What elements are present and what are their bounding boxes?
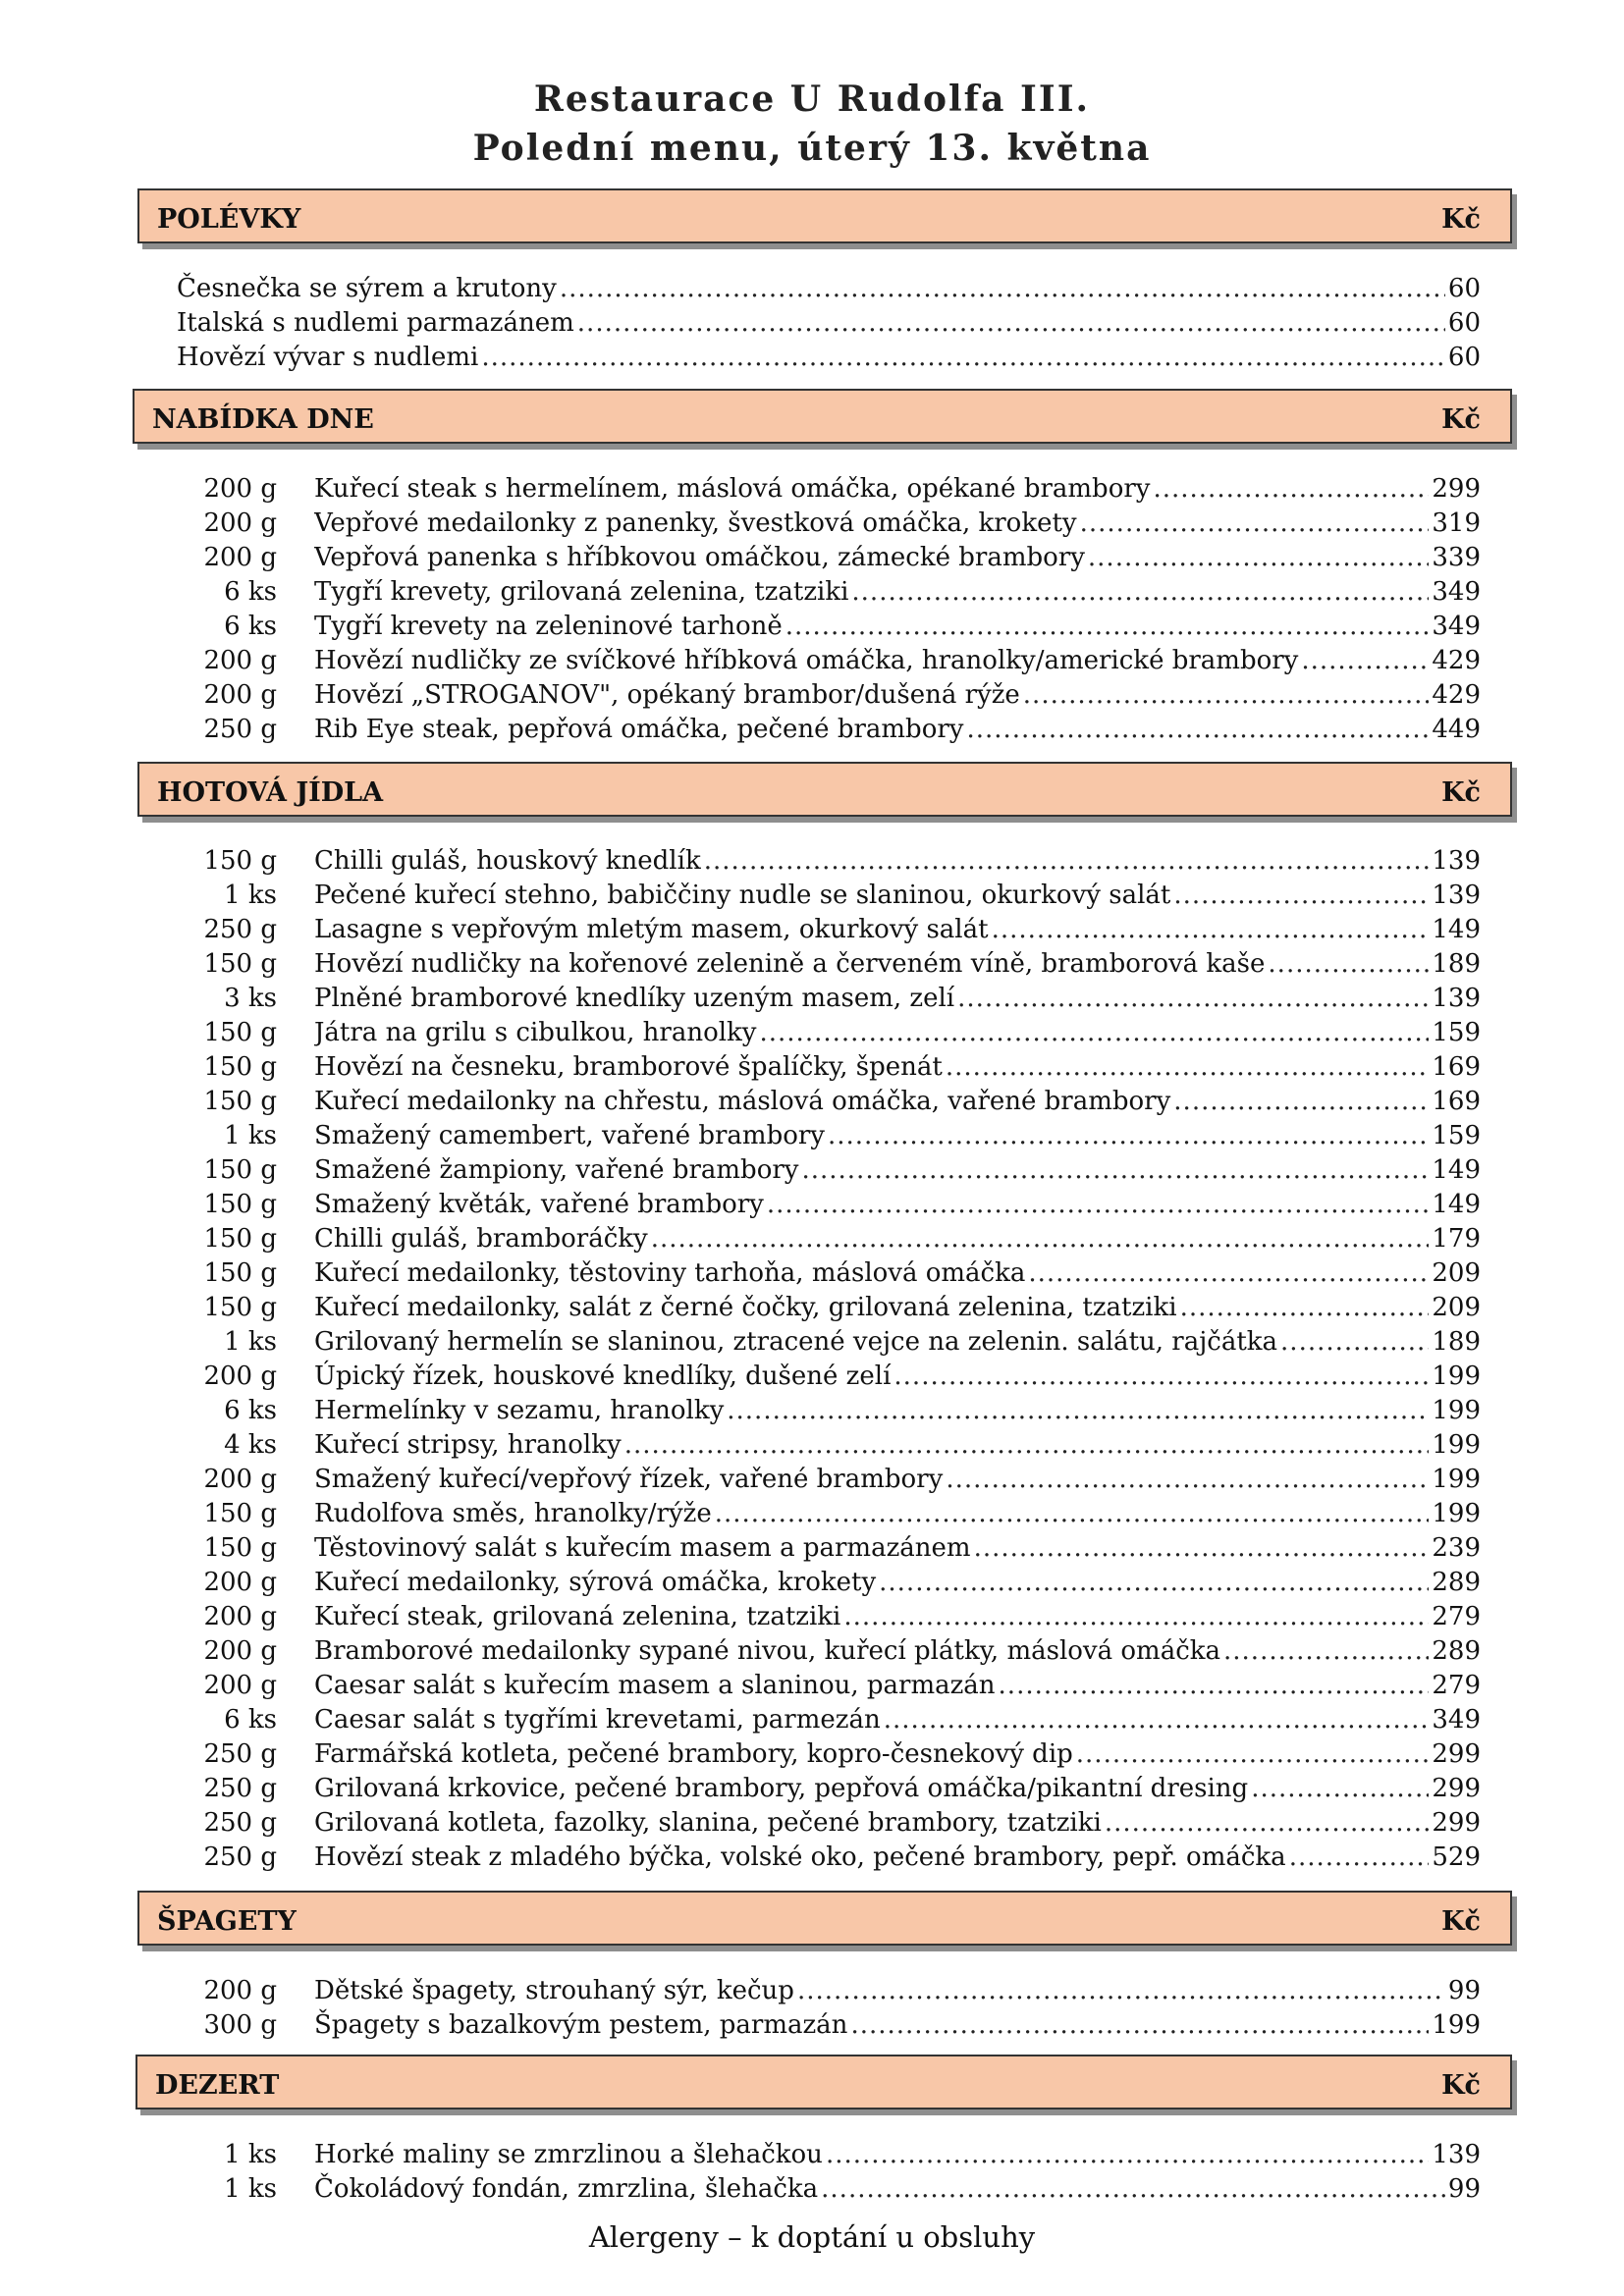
- item-name: Špagety s bazalkovým pestem, parmazán: [314, 2010, 848, 2040]
- dot-leader: [767, 1188, 1430, 1222]
- item-name: Hermelínky v sezamu, hranolky: [314, 1396, 725, 1425]
- item-price: 429: [1432, 680, 1481, 710]
- item-name: Rudolfova směs, hranolky/rýže: [314, 1499, 712, 1528]
- currency-label: Kč: [1441, 777, 1481, 808]
- menu-item: [177, 472, 1481, 507]
- item-price: 99: [1447, 1976, 1481, 2005]
- item-name: Pečené kuřecí stehno, babiččiny nudle se slaninou, okurkový salát: [314, 881, 1171, 910]
- item-price: 239: [1432, 1533, 1481, 1563]
- item-portion: 200 g: [203, 1362, 277, 1391]
- dot-leader: [1088, 541, 1429, 575]
- item-name: Játra na grilu s cibulkou, hranolky: [314, 1018, 757, 1047]
- menu-item: [177, 2172, 1481, 2207]
- item-portion: 6 ks: [224, 1396, 277, 1425]
- currency-label: Kč: [1441, 204, 1481, 235]
- item-price: 299: [1432, 1739, 1481, 1769]
- menu-item: [177, 1806, 1481, 1841]
- menu-item: [177, 2008, 1481, 2043]
- item-name: Hovězí vývar s nudlemi: [177, 343, 479, 372]
- item-price: 529: [1432, 1842, 1481, 1872]
- dot-leader: [1251, 1772, 1429, 1806]
- menu-item: [177, 1463, 1481, 1497]
- item-name: Caesar salát s kuřecím masem a slaninou, parmazán: [314, 1671, 996, 1700]
- dot-leader: [893, 1360, 1429, 1394]
- menu-item: [177, 1256, 1481, 1291]
- dot-leader: [1268, 947, 1429, 982]
- dot-leader: [1301, 644, 1429, 678]
- menu-item: [177, 844, 1481, 879]
- menu-item: [177, 1153, 1481, 1188]
- dot-leader: [801, 1153, 1429, 1188]
- item-name: Smažený camembert, vařené brambory: [314, 1121, 825, 1150]
- item-name: Hovězí na česneku, bramborové špalíčky, špenát: [314, 1052, 943, 1082]
- item-name: Česnečka se sýrem a krutony: [177, 274, 557, 303]
- item-price: 139: [1432, 881, 1481, 910]
- item-name: Hovězí steak z mladého býčka, volské oko, pečené brambory, pepř. omáčka: [314, 1842, 1286, 1872]
- dot-leader: [651, 1222, 1430, 1256]
- menu-item: [177, 1291, 1481, 1325]
- item-price: 60: [1447, 274, 1481, 303]
- menu-item: [177, 879, 1481, 913]
- menu-item: [177, 341, 1481, 375]
- dot-leader: [624, 1428, 1430, 1463]
- item-name: Smažený květák, vařené brambory: [314, 1190, 764, 1219]
- item-portion: 200 g: [203, 1568, 277, 1597]
- item-price: 139: [1432, 984, 1481, 1013]
- item-portion: 6 ks: [224, 612, 277, 641]
- item-price: 139: [1432, 846, 1481, 876]
- item-price: 449: [1432, 715, 1481, 744]
- currency-label: Kč: [1441, 2070, 1481, 2101]
- menu-item: [177, 1119, 1481, 1153]
- item-portion: 200 g: [203, 1465, 277, 1494]
- menu-item: [177, 982, 1481, 1016]
- section-title: ŠPAGETY: [157, 1906, 297, 1937]
- menu-item: [177, 947, 1481, 982]
- menu-item: [177, 1188, 1481, 1222]
- item-portion: 200 g: [203, 1976, 277, 2005]
- item-name: Kuřecí stripsy, hranolky: [314, 1430, 622, 1460]
- dot-leader: [946, 1463, 1429, 1497]
- item-name: Kuřecí medailonky, těstoviny tarhoňa, máslová omáčka: [314, 1258, 1026, 1288]
- menu-item: [177, 1737, 1481, 1772]
- menu-item: [177, 1050, 1481, 1085]
- dot-leader: [999, 1669, 1430, 1703]
- item-name: Horké maliny se zmrzlinou a šlehačkou: [314, 2140, 823, 2169]
- item-price: 199: [1432, 1465, 1481, 1494]
- menu-item: [177, 1669, 1481, 1703]
- item-price: 199: [1432, 1430, 1481, 1460]
- item-name: Rib Eye steak, pepřová omáčka, pečené brambory: [314, 715, 964, 744]
- dot-leader: [1173, 879, 1429, 913]
- menu-item: [177, 713, 1481, 747]
- item-price: 139: [1432, 2140, 1481, 2169]
- item-name: Lasagne s vepřovým mletým masem, okurkový salát: [314, 915, 989, 944]
- menu-item: [177, 2138, 1481, 2172]
- item-portion: 250 g: [203, 915, 277, 944]
- item-price: 289: [1432, 1568, 1481, 1597]
- item-price: 209: [1432, 1293, 1481, 1322]
- dot-leader: [992, 913, 1430, 947]
- dot-leader: [974, 1531, 1430, 1566]
- section-header-dezert: [135, 2055, 1512, 2109]
- menu-item: [177, 1394, 1481, 1428]
- item-name: Chilli guláš, bramboráčky: [314, 1224, 648, 1254]
- dot-leader: [704, 844, 1430, 879]
- currency-label: Kč: [1441, 1906, 1481, 1937]
- dot-leader: [828, 1119, 1429, 1153]
- menu-item: [177, 1600, 1481, 1634]
- item-portion: 250 g: [203, 1774, 277, 1803]
- item-name: Tygří krevety na zeleninové tarhoně: [314, 612, 783, 641]
- dot-leader: [1105, 1806, 1430, 1841]
- item-price: 429: [1432, 646, 1481, 675]
- menu-item: [177, 678, 1481, 713]
- menu-item: [177, 575, 1481, 610]
- item-portion: 150 g: [203, 1499, 277, 1528]
- section-header-polevky: [137, 188, 1512, 243]
- section-title: POLÉVKY: [157, 204, 301, 235]
- dot-leader: [577, 306, 1445, 341]
- item-price: 149: [1432, 1155, 1481, 1185]
- dot-leader: [1028, 1256, 1429, 1291]
- item-portion: 150 g: [203, 949, 277, 979]
- item-price: 299: [1432, 474, 1481, 504]
- menu-item: [177, 541, 1481, 575]
- item-portion: 200 g: [203, 680, 277, 710]
- item-name: Dětské špagety, strouhaný sýr, kečup: [314, 1976, 794, 2005]
- dot-leader: [1180, 1291, 1430, 1325]
- item-name: Kuřecí medailonky, salát z černé čočky, grilovaná zelenina, tzatziki: [314, 1293, 1177, 1322]
- menu-item: [177, 1974, 1481, 2008]
- dot-leader: [851, 575, 1429, 610]
- item-name: Smažené žampiony, vařené brambory: [314, 1155, 799, 1185]
- item-portion: 1 ks: [224, 881, 277, 910]
- menu-item: [177, 1428, 1481, 1463]
- item-price: 169: [1432, 1052, 1481, 1082]
- item-price: 199: [1432, 2010, 1481, 2040]
- item-name: Vepřové medailonky z panenky, švestková omáčka, krokety: [314, 508, 1077, 538]
- menu-item: [177, 1360, 1481, 1394]
- item-price: 289: [1432, 1636, 1481, 1666]
- item-portion: 1 ks: [224, 1327, 277, 1357]
- item-price: 339: [1432, 543, 1481, 572]
- item-price: 60: [1447, 343, 1481, 372]
- item-portion: 1 ks: [224, 1121, 277, 1150]
- dot-leader: [1280, 1325, 1429, 1360]
- item-price: 349: [1432, 612, 1481, 641]
- item-portion: 250 g: [203, 1808, 277, 1838]
- item-portion: 150 g: [203, 1087, 277, 1116]
- item-name: Farmářská kotleta, pečené brambory, kopro-česnekový dip: [314, 1739, 1073, 1769]
- item-price: 189: [1432, 1327, 1481, 1357]
- dot-leader: [1023, 678, 1430, 713]
- item-price: 299: [1432, 1808, 1481, 1838]
- dot-leader: [957, 982, 1429, 1016]
- item-price: 199: [1432, 1362, 1481, 1391]
- item-price: 99: [1447, 2174, 1481, 2204]
- menu-item: [177, 1085, 1481, 1119]
- section-title: HOTOVÁ JÍDLA: [157, 777, 384, 808]
- item-price: 279: [1432, 1602, 1481, 1631]
- section-title: NABÍDKA DNE: [152, 404, 374, 435]
- item-portion: 150 g: [203, 1155, 277, 1185]
- item-name: Plněné bramborové knedlíky uzeným masem, zelí: [314, 984, 955, 1013]
- item-portion: 6 ks: [224, 577, 277, 607]
- menu-item: [177, 306, 1481, 341]
- item-name: Hovězí nudličky na kořenové zelenině a červeném víně, bramborová kaše: [314, 949, 1266, 979]
- item-portion: 250 g: [203, 715, 277, 744]
- dot-leader: [1080, 507, 1430, 541]
- item-name: Hovězí „STROGANOV", opékaný brambor/dušená rýže: [314, 680, 1020, 710]
- menu-item: [177, 1531, 1481, 1566]
- item-price: 159: [1432, 1121, 1481, 1150]
- item-price: 149: [1432, 1190, 1481, 1219]
- item-price: 60: [1447, 308, 1481, 338]
- item-price: 319: [1432, 508, 1481, 538]
- dot-leader: [879, 1566, 1429, 1600]
- item-name: Vepřová panenka s hříbkovou omáčkou, zámecké brambory: [314, 543, 1085, 572]
- dot-leader: [1153, 472, 1429, 507]
- menu-item: [177, 1566, 1481, 1600]
- item-portion: 150 g: [203, 1018, 277, 1047]
- dot-leader: [826, 2138, 1429, 2172]
- allergen-note: Alergeny – k doptání u obsluhy: [588, 2220, 1036, 2254]
- item-portion: 200 g: [203, 1636, 277, 1666]
- item-portion: 150 g: [203, 1224, 277, 1254]
- menu-item: [177, 1772, 1481, 1806]
- menu-item: [177, 1222, 1481, 1256]
- item-portion: 200 g: [203, 1671, 277, 1700]
- item-name: Čokoládový fondán, zmrzlina, šlehačka: [314, 2174, 819, 2204]
- dot-leader: [797, 1974, 1445, 2008]
- menu-item: [177, 1325, 1481, 1360]
- section-title: DEZERT: [155, 2070, 280, 2101]
- item-portion: 4 ks: [224, 1430, 277, 1460]
- item-portion: 300 g: [203, 2010, 277, 2040]
- item-price: 299: [1432, 1774, 1481, 1803]
- dot-leader: [946, 1050, 1430, 1085]
- item-portion: 6 ks: [224, 1705, 277, 1735]
- item-portion: 150 g: [203, 1533, 277, 1563]
- section-header-hotova-jidla: [137, 762, 1512, 817]
- dot-leader: [966, 713, 1429, 747]
- item-name: Grilovaná krkovice, pečené brambory, pepřová omáčka/pikantní dresing: [314, 1774, 1249, 1803]
- menu-date-title: Polední menu, úterý 13. května: [472, 128, 1152, 169]
- dot-leader: [850, 2008, 1429, 2043]
- item-name: Grilovaný hermelín se slaninou, ztracené vejce na zelenin. salátu, rajčátka: [314, 1327, 1278, 1357]
- dot-leader: [481, 341, 1445, 375]
- dot-leader: [1076, 1737, 1430, 1772]
- section-header-nabidka-dne: [133, 389, 1512, 444]
- item-portion: 200 g: [203, 646, 277, 675]
- item-portion: 1 ks: [224, 2174, 277, 2204]
- menu-item: [177, 507, 1481, 541]
- item-portion: 150 g: [203, 1293, 277, 1322]
- menu-item: [177, 610, 1481, 644]
- item-price: 179: [1432, 1224, 1481, 1254]
- item-price: 279: [1432, 1671, 1481, 1700]
- dot-leader: [727, 1394, 1429, 1428]
- section-header-spagety: [137, 1891, 1512, 1946]
- item-name: Kuřecí steak, grilovaná zelenina, tzatziki: [314, 1602, 841, 1631]
- item-name: Kuřecí medailonky na chřestu, máslová omáčka, vařené brambory: [314, 1087, 1171, 1116]
- dot-leader: [884, 1703, 1430, 1737]
- item-name: Tygří krevety, grilovaná zelenina, tzatziki: [314, 577, 849, 607]
- item-price: 349: [1432, 1705, 1481, 1735]
- currency-label: Kč: [1441, 404, 1481, 435]
- dot-leader: [560, 272, 1445, 306]
- item-price: 149: [1432, 915, 1481, 944]
- item-name: Caesar salát s tygřími krevetami, parmezán: [314, 1705, 881, 1735]
- item-name: Italská s nudlemi parmazánem: [177, 308, 574, 338]
- item-portion: 150 g: [203, 1258, 277, 1288]
- dot-leader: [1173, 1085, 1429, 1119]
- menu-item: [177, 1634, 1481, 1669]
- item-name: Hovězí nudličky ze svíčkové hříbková omáčka, hranolky/americké brambory: [314, 646, 1299, 675]
- item-portion: 150 g: [203, 1190, 277, 1219]
- menu-item: [177, 1016, 1481, 1050]
- item-name: Kuřecí medailonky, sýrová omáčka, krokety: [314, 1568, 877, 1597]
- item-portion: 150 g: [203, 846, 277, 876]
- item-portion: 250 g: [203, 1842, 277, 1872]
- item-price: 189: [1432, 949, 1481, 979]
- item-name: Smažený kuřecí/vepřový řízek, vařené brambory: [314, 1465, 944, 1494]
- item-name: Grilovaná kotleta, fazolky, slanina, pečené brambory, tzatziki: [314, 1808, 1102, 1838]
- item-price: 169: [1432, 1087, 1481, 1116]
- dot-leader: [715, 1497, 1430, 1531]
- item-portion: 3 ks: [224, 984, 277, 1013]
- item-price: 159: [1432, 1018, 1481, 1047]
- menu-item: [177, 1841, 1481, 1875]
- dot-leader: [1289, 1841, 1430, 1875]
- item-name: Chilli guláš, houskový knedlík: [314, 846, 701, 876]
- item-portion: 200 g: [203, 543, 277, 572]
- item-price: 199: [1432, 1396, 1481, 1425]
- dot-leader: [1223, 1634, 1429, 1669]
- item-portion: 1 ks: [224, 2140, 277, 2169]
- item-name: Kuřecí steak s hermelínem, máslová omáčka, opékané brambory: [314, 474, 1151, 504]
- menu-item: [177, 913, 1481, 947]
- restaurant-name: Restaurace U Rudolfa III.: [533, 79, 1091, 120]
- item-price: 199: [1432, 1499, 1481, 1528]
- dot-leader: [785, 610, 1430, 644]
- dot-leader: [843, 1600, 1429, 1634]
- item-portion: 250 g: [203, 1739, 277, 1769]
- item-portion: 200 g: [203, 474, 277, 504]
- menu-item: [177, 272, 1481, 306]
- menu-item: [177, 1703, 1481, 1737]
- item-portion: 200 g: [203, 1602, 277, 1631]
- item-name: Těstovinový salát s kuřecím masem a parmazánem: [314, 1533, 971, 1563]
- menu-item: [177, 1497, 1481, 1531]
- dot-leader: [760, 1016, 1430, 1050]
- item-name: Úpický řízek, houskové knedlíky, dušené zelí: [314, 1362, 892, 1391]
- item-name: Bramborové medailonky sypané nivou, kuřecí plátky, máslová omáčka: [314, 1636, 1221, 1666]
- item-portion: 150 g: [203, 1052, 277, 1082]
- dot-leader: [821, 2172, 1445, 2207]
- item-portion: 200 g: [203, 508, 277, 538]
- item-price: 209: [1432, 1258, 1481, 1288]
- item-price: 349: [1432, 577, 1481, 607]
- menu-item: [177, 644, 1481, 678]
